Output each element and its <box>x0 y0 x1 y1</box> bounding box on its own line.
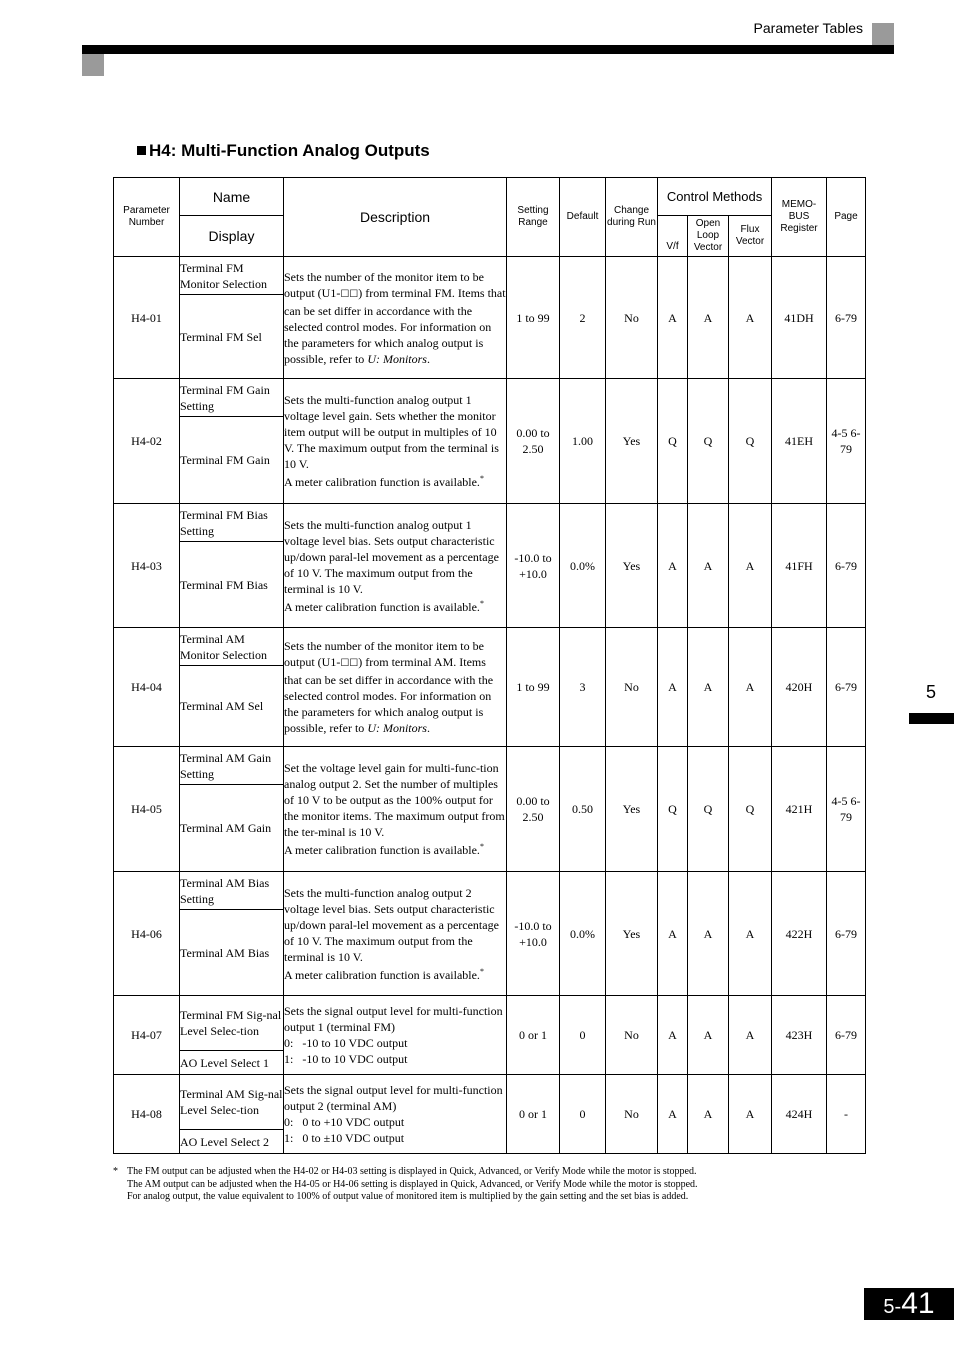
change-during-run: No <box>606 628 658 747</box>
method-vf: A <box>658 257 688 379</box>
col-header-vf: V/f <box>658 216 688 257</box>
param-number: H4-03 <box>114 504 180 628</box>
param-name: Terminal FM Sig-nal Level Selec-tion <box>180 996 284 1051</box>
method-open-loop-vector: Q <box>688 379 729 504</box>
chapter-tab-bar <box>909 713 954 724</box>
param-number: H4-07 <box>114 996 180 1075</box>
setting-range: 0.00 to 2.50 <box>507 379 560 504</box>
col-header-page: Page <box>827 178 866 257</box>
footnote-line: For analog output, the value equivalent to 100% of output value of monitored item is multiplied by the gain setting and the set bias is added. <box>127 1191 689 1202</box>
footnote-marker: * <box>479 474 484 483</box>
method-open-loop-vector: A <box>688 628 729 747</box>
method-vf: Q <box>658 379 688 504</box>
param-name: Terminal AM Monitor Selection <box>180 628 284 666</box>
setting-range: 0.00 to 2.50 <box>507 747 560 872</box>
col-header-change-during-run: Change during Run <box>606 178 658 257</box>
footnote-marker: * <box>479 598 484 608</box>
memobus-register: 421H <box>772 747 827 872</box>
change-during-run: No <box>606 996 658 1075</box>
default-value: 0.0% <box>560 504 606 628</box>
col-header-control-methods: Control Methods <box>658 178 772 216</box>
memobus-register: 41FH <box>772 504 827 628</box>
param-name: Terminal FM Bias Setting <box>180 504 284 542</box>
page-ref: 6-79 <box>827 628 866 747</box>
footnote-line: The AM output can be adjusted when the H4-05 or H4-06 setting is displayed in Quick, Advanced, or Verify Mode while the motor is stopped. <box>127 1178 698 1190</box>
col-header-memobus-register: MEMO-BUS Register <box>772 178 827 257</box>
method-flux-vector: A <box>729 628 772 747</box>
page-ref: 6-79 <box>827 996 866 1075</box>
method-vf: A <box>658 1075 688 1154</box>
parameter-table <box>113 177 866 1154</box>
param-description: Sets the signal output level for multi-function output 1 (terminal FM) 0: -10 to 10 VDC output 1: -10 to 10 VDC output <box>284 996 507 1075</box>
col-header-flux-vector: Flux Vector <box>729 216 772 257</box>
change-during-run: No <box>606 257 658 379</box>
col-header-default: Default <box>560 178 606 257</box>
default-value: 1.00 <box>560 379 606 504</box>
setting-range: 1 to 99 <box>507 628 560 747</box>
change-during-run: Yes <box>606 872 658 996</box>
change-during-run: Yes <box>606 379 658 504</box>
page-ref: 4-5 6-79 <box>827 747 866 872</box>
page-number-prefix: 5- <box>883 1296 902 1318</box>
method-vf: A <box>658 872 688 996</box>
param-display: Terminal FM Gain <box>180 417 284 504</box>
param-description: Sets the multi-function analog output 1 voltage level gain. Sets whether the monitor item output will be output in multiples of 10 V. The maximum output from the terminal is 10 V. A meter calibration function is available.* <box>284 379 507 504</box>
setting-range: -10.0 to +10.0 <box>507 504 560 628</box>
col-header-open-loop-vector: Open Loop Vector <box>688 216 729 257</box>
option-1: 1: -10 to 10 VDC output <box>284 1052 408 1066</box>
memobus-register: 422H <box>772 872 827 996</box>
param-description: Sets the number of the monitor item to be output (U1-☐☐) from terminal FM. Items that can be set differ in accordance with the selected control modes. For information on the parameters for which analog output is possible, refer to U: Monitors. <box>284 257 507 379</box>
method-open-loop-vector: Q <box>688 747 729 872</box>
page-ref: - <box>827 1075 866 1154</box>
box-placeholder-icon: ☐☐ <box>340 658 359 669</box>
param-description: Set the voltage level gain for multi-func-tion analog output 2. Set the number of multiples of 10 V to be output as the 100% output for the monitor items. The maximum output from the ter-minal is 10 V. A meter calibration function is available.* <box>284 747 507 872</box>
method-open-loop-vector: A <box>688 257 729 379</box>
param-display: Terminal AM Gain <box>180 785 284 872</box>
page-ref: 6-79 <box>827 257 866 379</box>
param-display: Terminal FM Sel <box>180 295 284 379</box>
header-rule <box>82 45 894 54</box>
param-number: H4-02 <box>114 379 180 504</box>
memobus-register: 41EH <box>772 379 827 504</box>
memobus-register: 420H <box>772 628 827 747</box>
method-flux-vector: A <box>729 1075 772 1154</box>
setting-range: 1 to 99 <box>507 257 560 379</box>
setting-range: 0 or 1 <box>507 1075 560 1154</box>
default-value: 0 <box>560 996 606 1075</box>
method-flux-vector: A <box>729 996 772 1075</box>
col-header-setting-range: Setting Range <box>507 178 560 257</box>
param-number: H4-01 <box>114 257 180 379</box>
page-number <box>864 1288 954 1320</box>
footnote-line: * The FM output can be adjusted when the H4-02 or H4-03 setting is displayed in Quick, Advanced, or Verify Mode while the motor is stopped. <box>113 1166 697 1177</box>
method-vf: A <box>658 504 688 628</box>
param-description: Sets the multi-function analog output 1 voltage level bias. Sets output characteristic up/down paral-lel movement as a percentage of 10 V. The maximum output from the terminal is 10 V. A meter calibration function is available.* <box>284 504 507 628</box>
section-title <box>137 141 430 161</box>
default-value: 3 <box>560 628 606 747</box>
header-gray-square-lower <box>82 54 104 76</box>
method-open-loop-vector: A <box>688 504 729 628</box>
page-number-value: 41 <box>901 1287 935 1320</box>
setting-range: 0 or 1 <box>507 996 560 1075</box>
method-open-loop-vector: A <box>688 1075 729 1154</box>
param-number: H4-06 <box>114 872 180 996</box>
method-flux-vector: A <box>729 504 772 628</box>
box-placeholder-icon: ☐☐ <box>340 288 359 300</box>
method-flux-vector: A <box>729 872 772 996</box>
header-gray-square <box>872 23 894 45</box>
param-name: Terminal AM Bias Setting <box>180 872 284 910</box>
option-1: 1: 0 to ±10 VDC output <box>284 1131 405 1145</box>
method-vf: Q <box>658 747 688 872</box>
param-display: AO Level Select 1 <box>180 1051 284 1075</box>
method-open-loop-vector: A <box>688 996 729 1075</box>
method-vf: A <box>658 996 688 1075</box>
default-value: 0.0% <box>560 872 606 996</box>
bullet-square-icon <box>137 146 146 155</box>
param-description: Sets the number of the monitor item to be output (U1-☐☐) from terminal AM. Items that can be set differ in accordance with the selected control modes. For information on the parameters for which analog output is possible, refer to U: Monitors. <box>284 628 507 747</box>
col-header-description: Description <box>284 178 507 257</box>
param-name: Terminal AM Gain Setting <box>180 747 284 785</box>
col-header-display: Display <box>180 216 284 257</box>
method-open-loop-vector: A <box>688 872 729 996</box>
footnote-marker: * <box>479 842 484 851</box>
default-value: 2 <box>560 257 606 379</box>
param-name: Terminal FM Gain Setting <box>180 379 284 417</box>
change-during-run: Yes <box>606 747 658 872</box>
header-title: Parameter Tables <box>753 20 863 36</box>
change-during-run: No <box>606 1075 658 1154</box>
method-flux-vector: Q <box>729 379 772 504</box>
param-display: Terminal AM Bias <box>180 910 284 996</box>
param-description: Sets the multi-function analog output 2 voltage level bias. Sets output characteristic up/down paral-lel movement as a percentage of 10 V. The maximum output from the terminal is 10 V. A meter calibration function is available.* <box>284 872 507 996</box>
col-header-param-number: Parameter Number <box>114 178 180 257</box>
footnote-marker: * <box>479 966 484 976</box>
chapter-tab-number: 5 <box>926 682 937 702</box>
footnote-marker: * <box>113 1166 118 1177</box>
method-flux-vector: A <box>729 257 772 379</box>
footnotes <box>113 1166 698 1204</box>
param-number: H4-05 <box>114 747 180 872</box>
param-number: H4-08 <box>114 1075 180 1154</box>
default-value: 0.50 <box>560 747 606 872</box>
page-ref: 4-5 6-79 <box>827 379 866 504</box>
method-flux-vector: Q <box>729 747 772 872</box>
page-ref: 6-79 <box>827 872 866 996</box>
method-vf: A <box>658 628 688 747</box>
option-0: 0: -10 to 10 VDC output <box>284 1036 408 1050</box>
memobus-register: 41DH <box>772 257 827 379</box>
memobus-register: 423H <box>772 996 827 1075</box>
param-description: Sets the signal output level for multi-function output 2 (terminal AM) 0: 0 to +10 VDC output 1: 0 to ±10 VDC output <box>284 1075 507 1154</box>
param-number: H4-04 <box>114 628 180 747</box>
setting-range: -10.0 to +10.0 <box>507 872 560 996</box>
param-name: Terminal AM Sig-nal Level Selec-tion <box>180 1075 284 1130</box>
default-value: 0 <box>560 1075 606 1154</box>
option-0: 0: 0 to +10 VDC output <box>284 1115 405 1129</box>
param-name: Terminal FM Monitor Selection <box>180 257 284 295</box>
memobus-register: 424H <box>772 1075 827 1154</box>
param-display: Terminal FM Bias <box>180 542 284 628</box>
section-title-text: H4: Multi-Function Analog Outputs <box>149 141 430 160</box>
param-display: AO Level Select 2 <box>180 1130 284 1154</box>
col-header-name: Name <box>180 178 284 216</box>
change-during-run: Yes <box>606 504 658 628</box>
page-ref: 6-79 <box>827 504 866 628</box>
param-display: Terminal AM Sel <box>180 666 284 747</box>
